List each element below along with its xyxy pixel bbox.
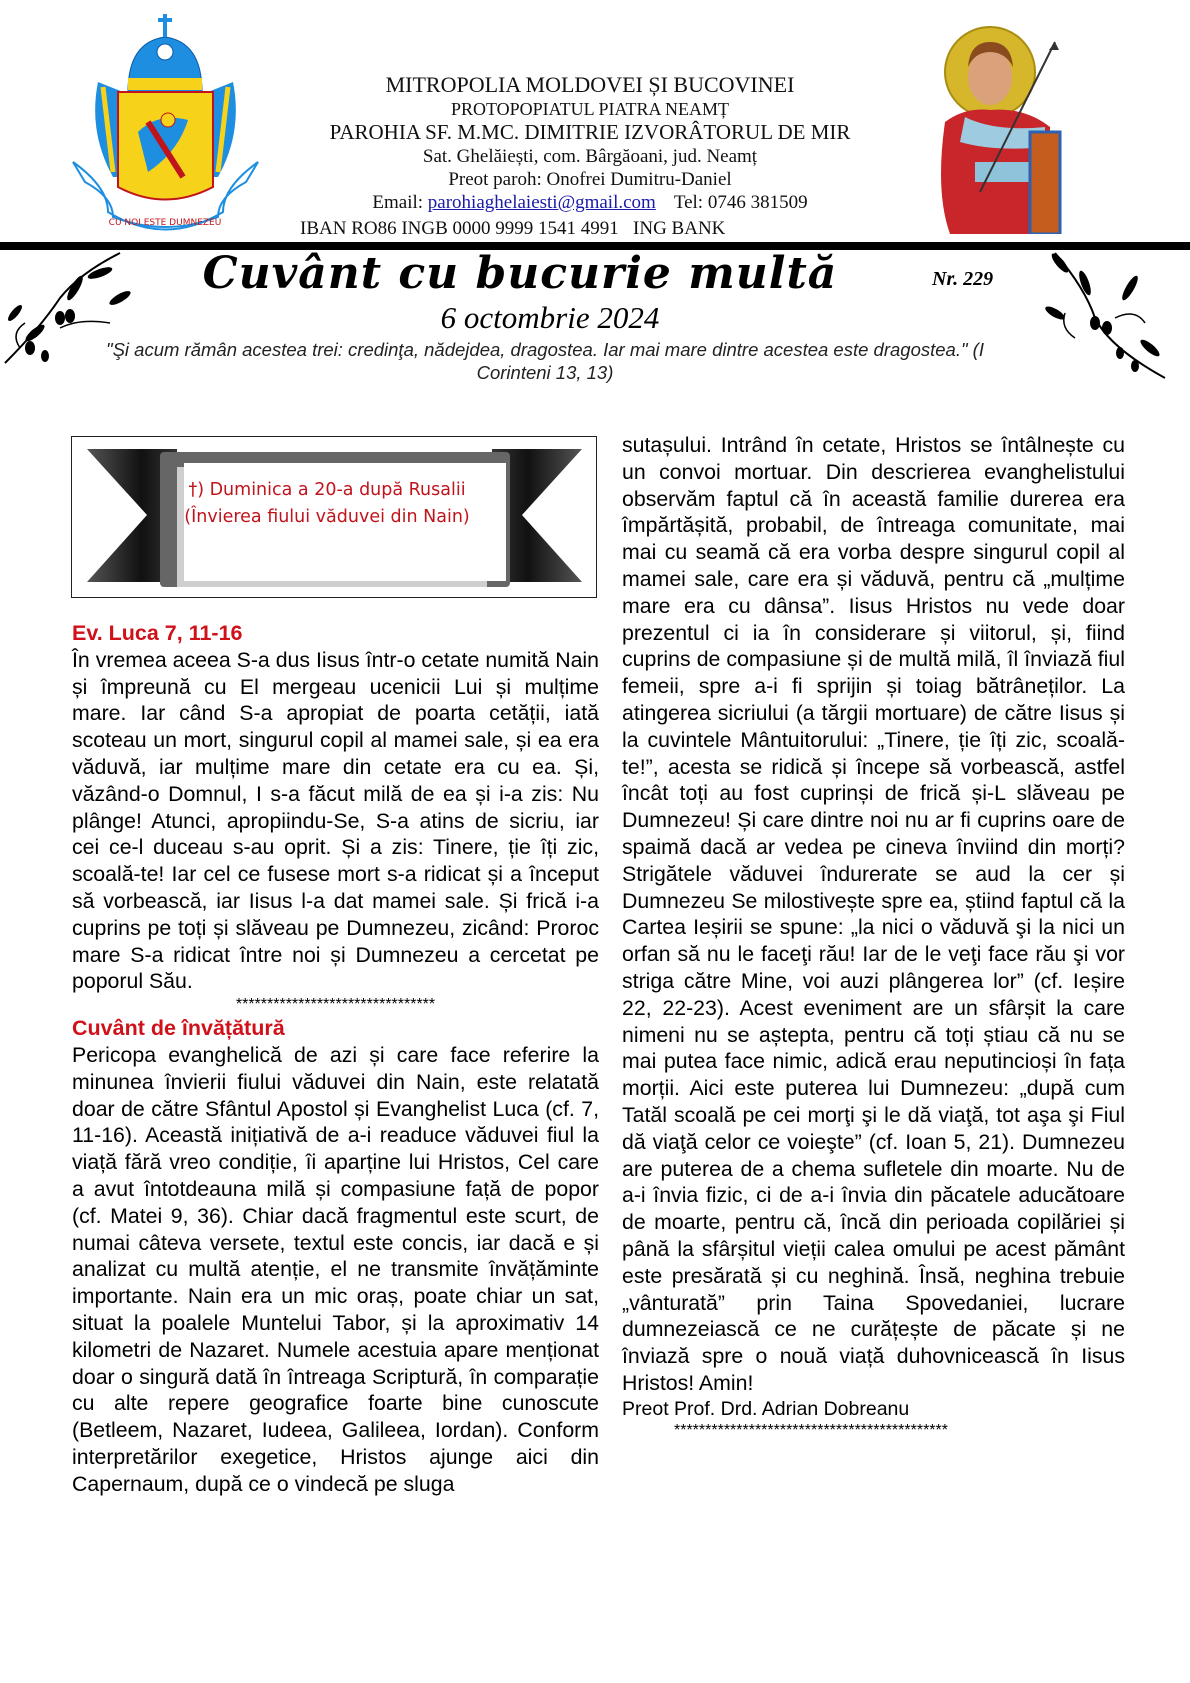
- feast-title: [182, 477, 472, 531]
- contact-line: [270, 191, 910, 214]
- sermon-heading: Cuvânt de învățătură: [72, 1016, 285, 1041]
- org-line-metropolis: MITROPOLIA MOLDOVEI ȘI BUCOVINEI: [385, 72, 795, 97]
- closing-separator: ********************************************: [674, 1421, 948, 1439]
- feast-title-line2: (Învierea fiului văduvei din Nain): [184, 507, 470, 527]
- email-link[interactable]: parohiaghelaiesti@gmail.com: [427, 192, 656, 213]
- motto-quote: "Şi acum rămân acestea trei: credinţa, nădejdea, dragostea. Iar mai mare dintre acestea este dragostea." (I Corinteni 13, 13): [106, 339, 984, 383]
- bank-iban: IBAN RO86 INGB 0000 9999 1541 4991 ING BANK: [300, 218, 726, 239]
- org-line-parish: PAROHIA SF. M.MC. DIMITRIE IZVORÂTORUL DE MIR: [329, 120, 851, 144]
- svg-text:CU NOI ESTE DUMNEZEU: CU NOI ESTE DUMNEZEU: [108, 218, 222, 228]
- olive-branch-right-icon: [1035, 248, 1175, 383]
- sermon-author: Preot Prof. Drd. Adrian Dobreanu: [622, 1397, 910, 1420]
- parish-header: [270, 72, 910, 214]
- parish-address: Sat. Ghelăiești, com. Bârgăoani, jud. Neamț: [422, 146, 758, 167]
- feast-title-line1: †) Duminica a 20-a după Rusalii: [188, 480, 466, 500]
- sermon-text-part1: Pericopa evanghelică de azi și care face referire la minunea învierii fiului văduvei din Nain, este relatată doar de către Sfântul Apostol și Evanghelist Luca (cf. 7, 11-16). Această inițiativă de a-i readuce văduvei fiul la viață fără vreo condiție, îi aparține lui Hristos, Cel care a avut întotdeauna milă și compasiune față de popor (cf. Matei 9, 36). Chiar dacă fragmentul este scurt, de numai câteva versete, textul este concis, iar dacă e și analizat cu multă atenție, el ne transmite învățăminte importante. Nain era un mic oraș, poate chiar un sat, situat la poalele Muntelui Tabor, și la aproximativ 14 kilometri de Nazaret. Numele acestuia apare menționat doar o singură dată în întreaga Scriptură, în comparație cu alte repere geografice foarte bine cunoscute (Betleem, Nazaret, Iudeea, Galileea, Iordan). Conform interpretărilor exegetice, Hristos ajunge aici din Capernaum, după ce o vindecă pe sluga: [72, 1042, 599, 1496]
- org-line-protopopiat: PROTOPOPIATUL PIATRA NEAMȚ: [450, 99, 730, 119]
- gospel-heading: Ev. Luca 7, 11-16: [72, 621, 243, 645]
- left-column: [72, 620, 599, 1498]
- email-label: Email:: [372, 192, 424, 213]
- parish-priest: Preot paroh: Onofrei Dumitru-Daniel: [448, 169, 732, 190]
- sermon-text-part2: sutașului. Intrând în cetate, Hristos se întâlnește cu un convoi mortuar. Din descrierea evanghelistului observăm faptul că în această familie durerea era împărtășită, probabil, de întreaga comunitate, mai mai cu seamă că era vorba despre singurul copil al mamei sale, care era și văduvă, pentru că „mulțime mare era cu dânsa”. Iisus Hristos nu vede doar prezentul ci ia în considerare și viitorul, și, fiind cuprins de compasiune și de multă milă, îl înviază fiul femeii, spre a-i fi sprijin și toiag bătrâneților. La atingerea sicriului (a tărgii mortuare) de către Iisus și la cuvintele Mântuitorului: „Tinere, ție îți zic, scoală-te!”, acesta se ridică și începe să vorbească, astfel încât toți au fost cuprinși de frică și-L slăveau pe Dumnezeu! Și care dintre noi nu ar fi cuprins oare de spaimă dacă ar vedea pe cineva înviind din morți? Strigătele văduvei îndurerate se aud la cer și Dumnezeu Se milostivește spre ea, știind faptul că la Cartea Ieșirii se spune: „la nici o văduvă şi la nici un orfan să nu le faceţi rău! Iar de le veţi face rău şi vor striga către Mine, voi auzi plângerea lor” (cf. Ieșire 22, 22-23). Acest eveniment are un sfârșit la care nimeni nu se aștepta, pentru că toți știau că nu se mai putea face nimic, adică erau neputincioși în fața morții. Aici este puterea lui Dumnezeu: „după cum Tatăl scoală pe cei morţi şi le dă viaţă, tot aşa şi Fiul dă viaţă celor ce voieşte” (cf. Ioan 5, 21). Dumnezeu are puterea de a chema sufletele din moarte. Nu de a-i învia fizic, ci de a-i învia din păcatele aducătoare de moarte, pentru că, încă din perioada copilăriei și până la sfârșitul vieții calea omului pe acest pământ este presărată și cu neghină. Însă, neghina trebuie „vânturată” prin Taina Spovedaniei, lucrare dumnezeiască ce ne curățește de păcate și ne înviază spre o nouă viață duhovnicească în Iisus Hristos! Amin!: [622, 433, 1125, 1395]
- phone-number: Tel: 0746 381509: [673, 192, 808, 213]
- metropolis-crest-icon: [68, 12, 263, 240]
- section-separator: ********************************: [235, 996, 436, 1014]
- issue-number: Nr. 229: [932, 268, 994, 290]
- saint-dimitrie-icon: [935, 22, 1085, 234]
- gospel-text: În vremea aceea S-a dus Iisus într-o cetate numită Nain și împreună cu El mergeau ucenicii Lui și mulțime mare. Iar când S-a apropiat de poarta cetății, iată scoteau un mort, singurul copil al mamei sale, și ea era văduvă, iar mulțime mare din cetate era cu ea. Și, văzând-o Domnul, I s-a făcut milă de ea și i-a zis: Nu plânge! Atunci, apropiindu-Se, S-a atins de sicriu, iar cei ce-l duceau s-au oprit. Și a zis: Tinere, ție îți zic, scoală-te! Iar cel ce fusese mort s-a ridicat și a început să vorbească, iar Iisus l-a dat mamei sale. Și frică i-a cuprins pe toți și slăveau pe Dumnezeu, zicând: Proroc mare S-a ridicat între noi și Dumnezeu a cercetat pe poporul Său.: [72, 647, 599, 994]
- right-column: [622, 432, 1125, 1441]
- newsletter-title: Cuvânt cu bucurie multă: [202, 248, 838, 299]
- feast-banner: [71, 436, 597, 598]
- issue-date: 6 octombrie 2024: [440, 300, 660, 335]
